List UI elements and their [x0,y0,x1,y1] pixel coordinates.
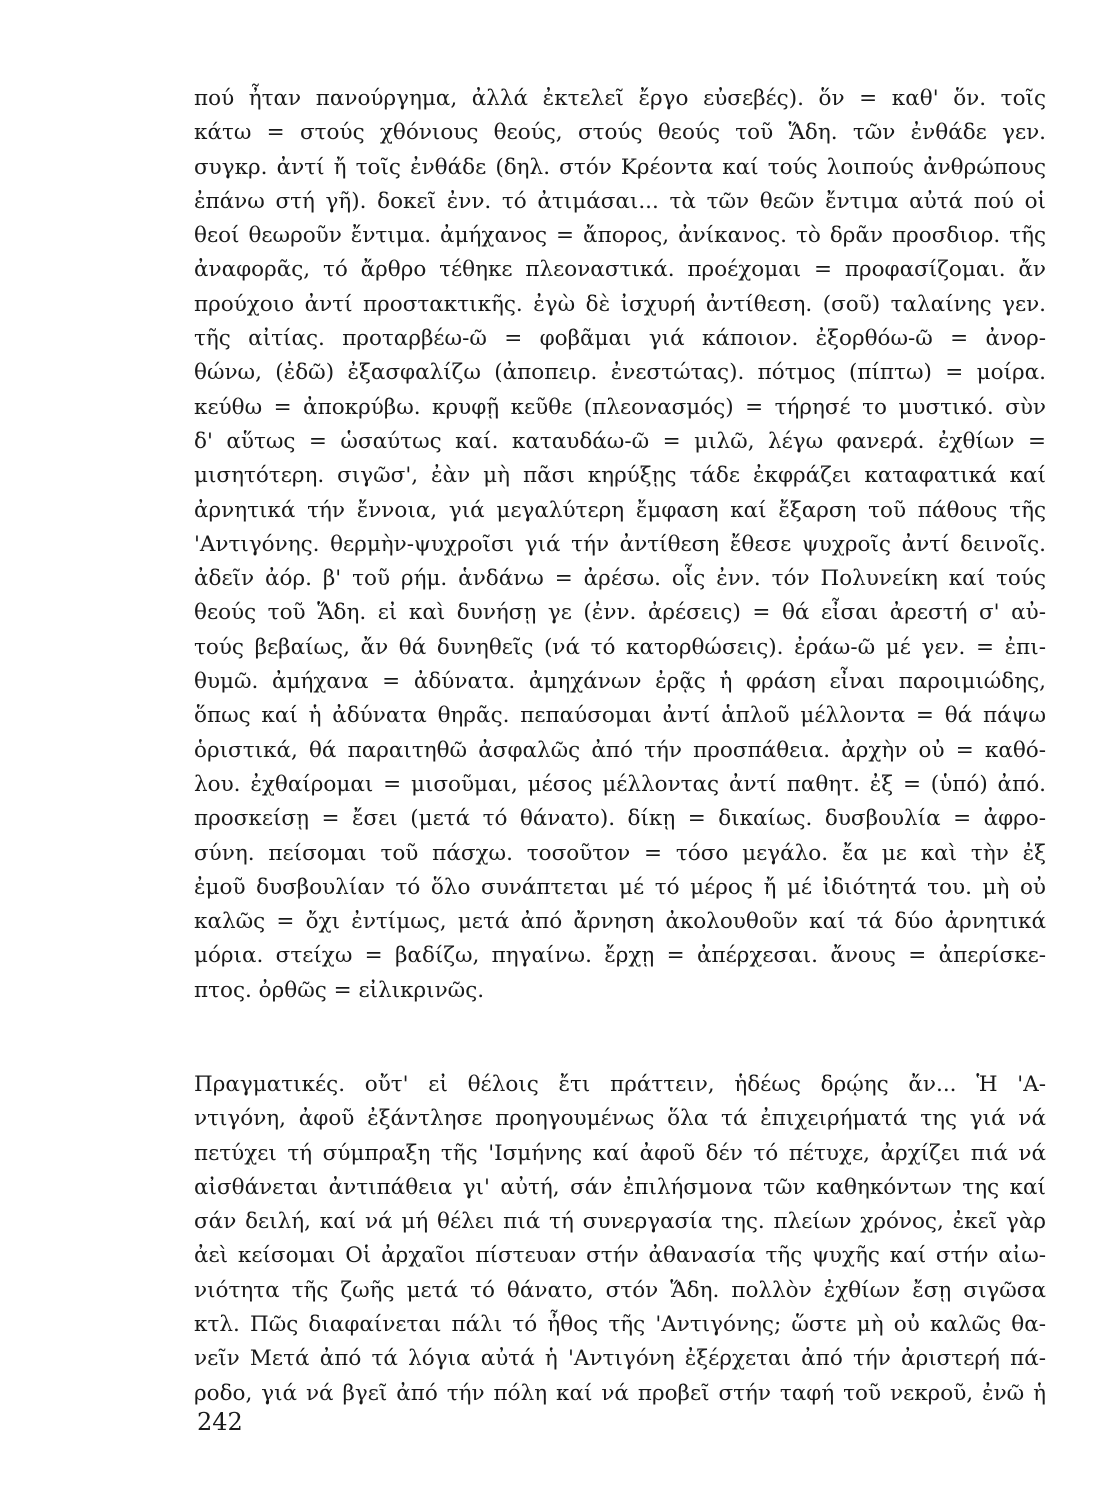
text-line: ἐπάνω στή γῆ). δοκεῖ ἐνν. τό ἀτιμάσαι... τὰ τῶν θεῶν ἔντιμα αὐτά πού οἱ [194,188,1046,214]
text-line: ὁριστικά, θά παραιτηθῶ ἀσφαλῶς ἀπό τήν προσπάθεια. ἀρχὴν οὐ = καθό- [194,737,1046,763]
text-line: νιότητα τῆς ζωῆς μετά τό θάνατο, στόν Ἅδη. πολλὸν ἐχθίων ἔσῃ σιγῶσα [194,1277,1046,1303]
text-line: θεούς τοῦ Ἅδη. εἰ καὶ δυνήσῃ γε (ἐνν. ἀρέσεις) = θά εἶσαι ἀρεστή σ' αὐ- [194,600,1046,626]
text-line: ἀναφορᾶς, τό ἄρθρο τέθηκε πλεοναστικά. προέχομαι = προφασίζομαι. ἄν [194,257,1046,283]
text-line: νεῖν Μετά ἀπό τά λόγια αὐτά ἡ 'Αντιγόνη ἐξέρχεται ἀπό τήν ἀριστερή πά- [194,1346,1046,1372]
text-line: θυμῶ. ἀμήχανα = ἀδύνατα. ἀμηχάνων ἐρᾷς ἡ φράση εἶναι παροιμιώδης, [194,669,1046,695]
text-line: σύνη. πείσομαι τοῦ πάσχω. τοσοῦτον = τόσο μεγάλο. ἔα με καὶ τὴν ἐξ [194,840,1046,866]
text-line: κάτω = στούς χθόνιους θεούς, στούς θεούς τοῦ Ἅδη. τῶν ἐνθάδε γεν. [194,120,1046,146]
text-line: καλῶς = ὄχι ἐντίμως, μετά ἀπό ἄρνηση ἀκολουθοῦν καί τά δύο ἀρνητικά [194,909,1046,935]
text-line: ὅπως καί ἡ ἀδύνατα θηρᾶς. πεπαύσομαι ἀντί ἁπλοῦ μέλλοντα = θά πάψω [194,703,1046,729]
text-line: ἀεὶ κείσομαι Οἱ ἀρχαῖοι πίστευαν στήν ἀθανασία τῆς ψυχῆς καί στήν αἰω- [194,1243,1046,1269]
text-line: μισητότερη. σιγῶσ', ἐὰν μὴ πᾶσι κηρύξῃς τάδε ἐκφράζει καταφατικά καί [194,463,1046,489]
page-number: 242 [197,1408,243,1436]
commentary-notes [194,82,1046,1008]
text-line: πού ἦταν πανούργημα, ἀλλά ἐκτελεῖ ἔργο εὐσεβές). ὅν = καθ' ὅν. τοῖς [194,86,1046,111]
text-line: θώνω, (ἐδῶ) ἐξασφαλίζω (ἀποπειρ. ἐνεστώτας). πότμος (πίπτω) = μοίρα. [194,360,1046,386]
text-line: ντιγόνη, ἀφοῦ ἐξάντλησε προηγουμένως ὅλα τά ἐπιχειρήματά της γιά νά [194,1106,1046,1132]
text-line: σάν δειλή, καί νά μή θέλει πιά τή συνεργασία της. πλείων χρόνος, ἐκεῖ γὰρ [194,1209,1046,1235]
text-line: λου. ἐχθαίρομαι = μισοῦμαι, μέσος μέλλοντας ἀντί παθητ. ἐξ = (ὑπό) ἀπό. [194,771,1046,797]
text-line: θεοί θεωροῦν ἔντιμα. ἀμήχανος = ἄπορος, ἀνίκανος. τὸ δρᾶν προσδιορ. τῆς [194,223,1046,249]
text-line: ροδο, γιά νά βγεῖ ἀπό τήν πόλη καί νά προβεῖ στήν ταφή τοῦ νεκροῦ, ἐνῶ ἡ [194,1380,1046,1406]
text-line: τῆς αἰτίας. προταρβέω-ῶ = φοβᾶμαι γιά κάποιον. ἐξορθόω-ῶ = ἀνορ- [194,326,1046,352]
text-line: δ' αὕτως = ὡσαύτως καί. καταυδάω-ῶ = μιλῶ, λέγω φανερά. ἐχθίων = [194,428,1046,454]
text-line: ἀρνητικά τήν ἔννοια, γιά μεγαλύτερη ἔμφαση καί ἔξαρση τοῦ πάθους τῆς [194,497,1046,523]
text-line: κεύθω = ἀποκρύβω. κρυφῇ κεῦθε (πλεονασμός) = τήρησέ το μυστικό. σὺν [194,394,1046,420]
text-line: προσκείσῃ = ἔσει (μετά τό θάνατο). δίκῃ = δικαίως. δυσβουλία = ἀφρο- [194,806,1046,832]
text-line: πτος. ὀρθῶς = εἰλικρινῶς. [194,977,485,1003]
text-line: 'Αντιγόνης. θερμὴν-ψυχροῖσι γιά τήν ἀντίθεση ἔθεσε ψυχροῖς ἀντί δεινοῖς. [194,531,1046,557]
text-line: τούς βεβαίως, ἄν θά δυνηθεῖς (νά τό κατορθώσεις). ἐράω-ῶ μέ γεν. = ἐπι- [194,634,1046,660]
text-line: κτλ. Πῶς διαφαίνεται πάλι τό ἦθος τῆς 'Αντιγόνης; ὥστε μὴ οὐ καλῶς θα- [194,1312,1046,1338]
text-line: Πραγματικές. οὔτ' εἰ θέλοις ἔτι πράττειν, ἡδέως δρῴης ἄν... Ἡ 'Α- [194,1072,1046,1097]
text-line: συγκρ. ἀντί ἤ τοῖς ἐνθάδε (δηλ. στόν Κρέοντα καί τούς λοιπούς ἀνθρώπους [194,154,1046,180]
text-line: ἀδεῖν ἀόρ. β' τοῦ ρήμ. ἁνδάνω = ἀρέσω. οἷς ἐνν. τόν Πολυνείκη καί τούς [194,566,1046,592]
text-line: μόρια. στείχω = βαδίζω, πηγαίνω. ἔρχῃ = ἀπέρχεσαι. ἄνους = ἀπερίσκε- [194,943,1046,969]
practical-notes [194,1068,1046,1411]
text-line: πρoύχοιο ἀντί προστακτικῆς. ἐγὼ δὲ ἰσχυρή ἀντίθεση. (σοῦ) ταλαίνης γεν. [194,291,1046,317]
text-line: ἐμοῦ δυσβουλίαν τό ὅλο συνάπτεται μέ τό μέρος ἤ μέ ἰδιότητά του. μὴ οὐ [194,874,1046,900]
text-line: πετύχει τή σύμπραξη τῆς 'Ισμήνης καί ἀφοῦ δέν τό πέτυχε, ἀρχίζει πιά νά [194,1140,1046,1166]
text-line: αἰσθάνεται ἀντιπάθεια γι' αὐτή, σάν ἐπιλήσμονα τῶν καθηκόντων της καί [194,1174,1046,1200]
